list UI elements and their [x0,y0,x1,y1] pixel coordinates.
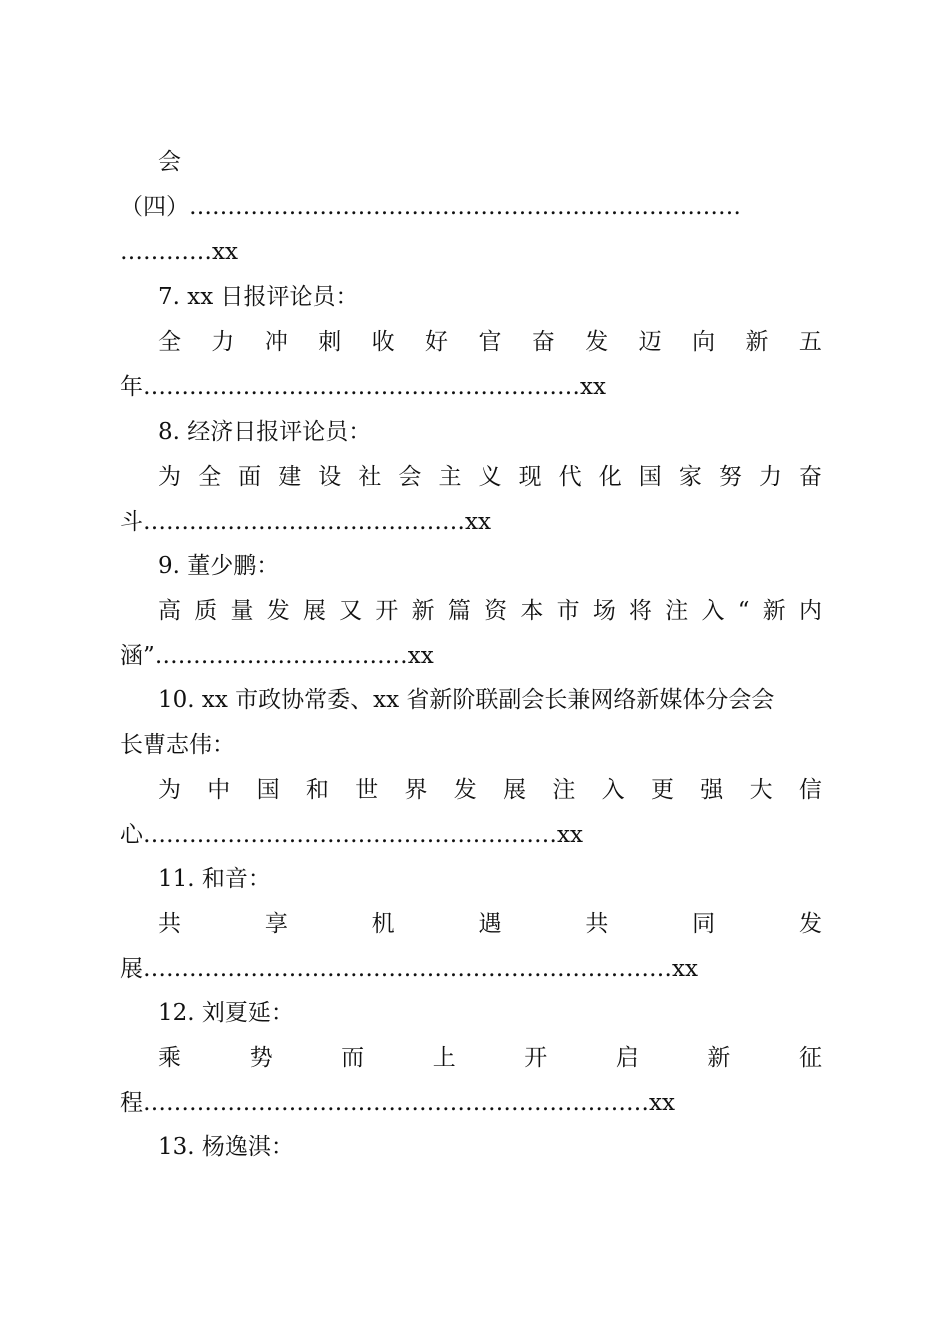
title-char: 世 [355,777,379,803]
title-char: 代 [558,464,582,490]
title-char: 注 [665,598,689,624]
text-line: 会 [158,149,181,175]
title-char: 为 [158,464,181,490]
title-char: 展 [302,598,326,624]
title-char: 国 [638,464,662,490]
title-char: 上 [432,1045,456,1071]
list-item-heading: 10. xx 市政协常委、xx 省新阶联副会长兼网络新媒体分会会 [158,687,775,713]
title-char: 家 [678,464,702,490]
title-char: 全 [158,329,181,355]
title-char: 发 [798,911,822,937]
text-line: 斗……………………………………xx [120,509,491,535]
title-char: 将 [629,598,653,624]
title-char: 设 [318,464,342,490]
list-item-heading: 11. 和音： [158,866,271,892]
title-char: 努 [718,464,742,490]
list-item-heading: 7. xx 日报评论员： [158,284,359,310]
title-char: 面 [238,464,262,490]
list-item-title-spread [158,1036,822,1080]
text-line: 涵”……………………………xx [120,643,434,669]
title-char: 发 [453,777,477,803]
list-item-title-spread [158,455,822,499]
title-char: 又 [339,598,363,624]
title-char: 向 [692,329,716,355]
title-char: 全 [198,464,222,490]
title-char: 义 [478,464,502,490]
title-char: 信 [798,777,822,803]
title-char: 现 [518,464,542,490]
text-line: …………xx [120,239,238,265]
title-char: 大 [749,777,773,803]
title-char: 入 [601,777,625,803]
text-line: 长曹志伟： [120,732,235,758]
text-line: 程…………………………………………………………xx [120,1090,675,1116]
list-item-title-spread [158,320,822,364]
title-char: 开 [524,1045,548,1071]
title-char: 高 [158,598,181,624]
title-char: 乘 [158,1045,181,1071]
list-item-title-spread [158,902,822,946]
list-item-heading: 9. 董少鹏： [158,553,280,579]
title-char: 征 [798,1045,822,1071]
title-char: 国 [256,777,280,803]
title-char: 新 [762,598,786,624]
title-char: 发 [585,329,609,355]
title-char: 共 [158,911,181,937]
title-char: 收 [371,329,395,355]
title-char: 同 [692,911,716,937]
title-char: 好 [425,329,449,355]
text-line: 展……………………………………………………………xx [120,956,698,982]
title-char: 冲 [264,329,288,355]
title-char: 建 [278,464,302,490]
title-char: 强 [700,777,724,803]
title-char: 势 [249,1045,273,1071]
text-line: （四）……………………………………………………………… [120,194,741,220]
title-char: 遇 [478,911,502,937]
list-item-title-spread [158,768,822,812]
title-char: 入 [701,598,725,624]
title-char: 力 [758,464,782,490]
title-char: 化 [598,464,622,490]
title-char: 场 [592,598,616,624]
title-char: 资 [484,598,508,624]
title-char: 而 [341,1045,365,1071]
title-char: 会 [398,464,422,490]
title-char: 刺 [318,329,342,355]
title-char: 展 [503,777,527,803]
title-char: 机 [371,911,395,937]
title-char: 官 [478,329,502,355]
title-char: 更 [650,777,674,803]
title-char: 奋 [799,464,822,490]
title-char: 主 [438,464,462,490]
title-char: 五 [798,329,822,355]
title-char: 和 [305,777,329,803]
title-char: 量 [230,598,254,624]
title-char: 力 [211,329,235,355]
title-char: 享 [264,911,288,937]
title-char: 启 [615,1045,639,1071]
title-char: 本 [520,598,544,624]
title-char: “ [737,598,750,624]
title-char: 质 [194,598,218,624]
title-char: 篇 [447,598,471,624]
title-char: 界 [404,777,428,803]
title-char: 为 [158,777,181,803]
title-char: 社 [358,464,382,490]
title-char: 开 [375,598,399,624]
title-char: 迈 [638,329,662,355]
list-item-heading: 8. 经济日报评论员： [158,419,372,445]
list-item-heading: 12. 刘夏延： [158,1000,294,1026]
title-char: 发 [266,598,290,624]
title-char: 新 [707,1045,731,1071]
text-line: 年…………………………………………………xx [120,374,606,400]
title-char: 市 [556,598,580,624]
list-item-title-spread [158,589,822,633]
title-char: 新 [745,329,769,355]
title-char: 内 [798,598,822,624]
title-char: 奋 [531,329,555,355]
title-char: 新 [411,598,435,624]
title-char: 共 [585,911,609,937]
title-char: 注 [552,777,576,803]
text-line: 心………………………………………………xx [120,822,583,848]
list-item-heading: 13. 杨逸淇： [158,1134,294,1160]
title-char: 中 [207,777,231,803]
